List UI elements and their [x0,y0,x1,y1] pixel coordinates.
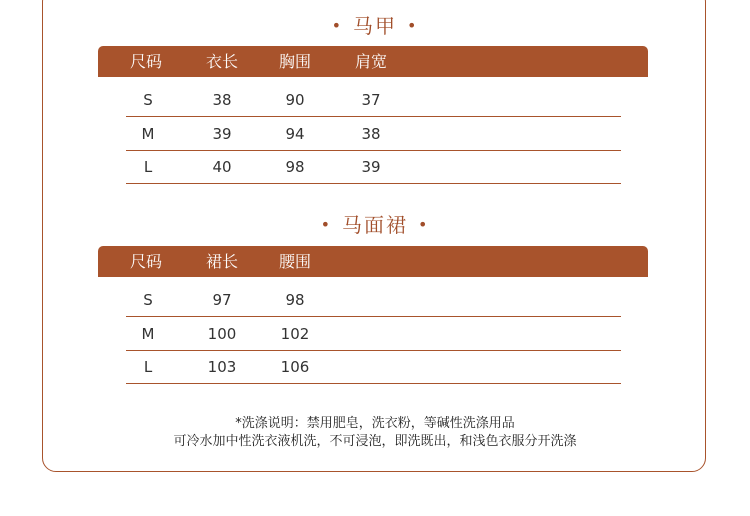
section-title-skirt [0,209,750,238]
cell-waist: 106 [280,358,310,376]
bullet-dot: • [320,215,332,234]
cell-waist: 98 [285,291,305,309]
cell-size: L [143,358,153,376]
cell-shoulder: 37 [361,91,381,109]
cell-size: L [143,158,153,176]
cell-length: 39 [212,125,232,143]
cell-chest: 94 [285,125,305,143]
cell-skirt-length: 97 [212,291,232,309]
table-row [126,318,621,351]
skirt-table-header [98,246,648,277]
cell-size: M [141,125,155,143]
cell-waist: 102 [280,325,310,343]
cell-size: M [141,325,155,343]
vest-table-header [98,46,648,77]
cell-length: 38 [212,91,232,109]
header-size: 尺码 [129,252,162,271]
section-title-vest [0,10,750,39]
skirt-title: 马面裙 [342,213,408,237]
cell-shoulder: 38 [361,125,381,143]
bullet-dot: • [331,16,343,35]
cell-shoulder: 39 [361,158,381,176]
cell-length: 40 [212,158,232,176]
bullet-dot: • [418,215,430,234]
table-row [126,151,621,184]
wash-note-line-2: 可冷水加中性洗衣液机洗，不可浸泡，即洗既出，和浅色衣服分开洗涤 [173,434,577,449]
cell-size: S [143,291,153,309]
header-shoulder: 肩宽 [354,52,387,71]
wash-note-line-1: *洗涤说明：禁用肥皂，洗衣粉，等碱性洗涤用品 [235,416,515,431]
header-chest: 胸围 [278,52,311,71]
cell-skirt-length: 100 [207,325,237,343]
cell-chest: 98 [285,158,305,176]
header-waist: 腰围 [278,252,311,271]
bullet-dot: • [407,16,419,35]
table-row [126,118,621,151]
vest-title: 马甲 [353,14,397,38]
cell-skirt-length: 103 [207,358,237,376]
cell-size: S [143,91,153,109]
header-size: 尺码 [129,52,162,71]
table-row [126,351,621,384]
header-skirt-length: 裙长 [205,252,238,271]
cell-chest: 90 [285,91,305,109]
table-row [126,284,621,317]
header-length: 衣长 [205,52,238,71]
table-row [126,84,621,117]
